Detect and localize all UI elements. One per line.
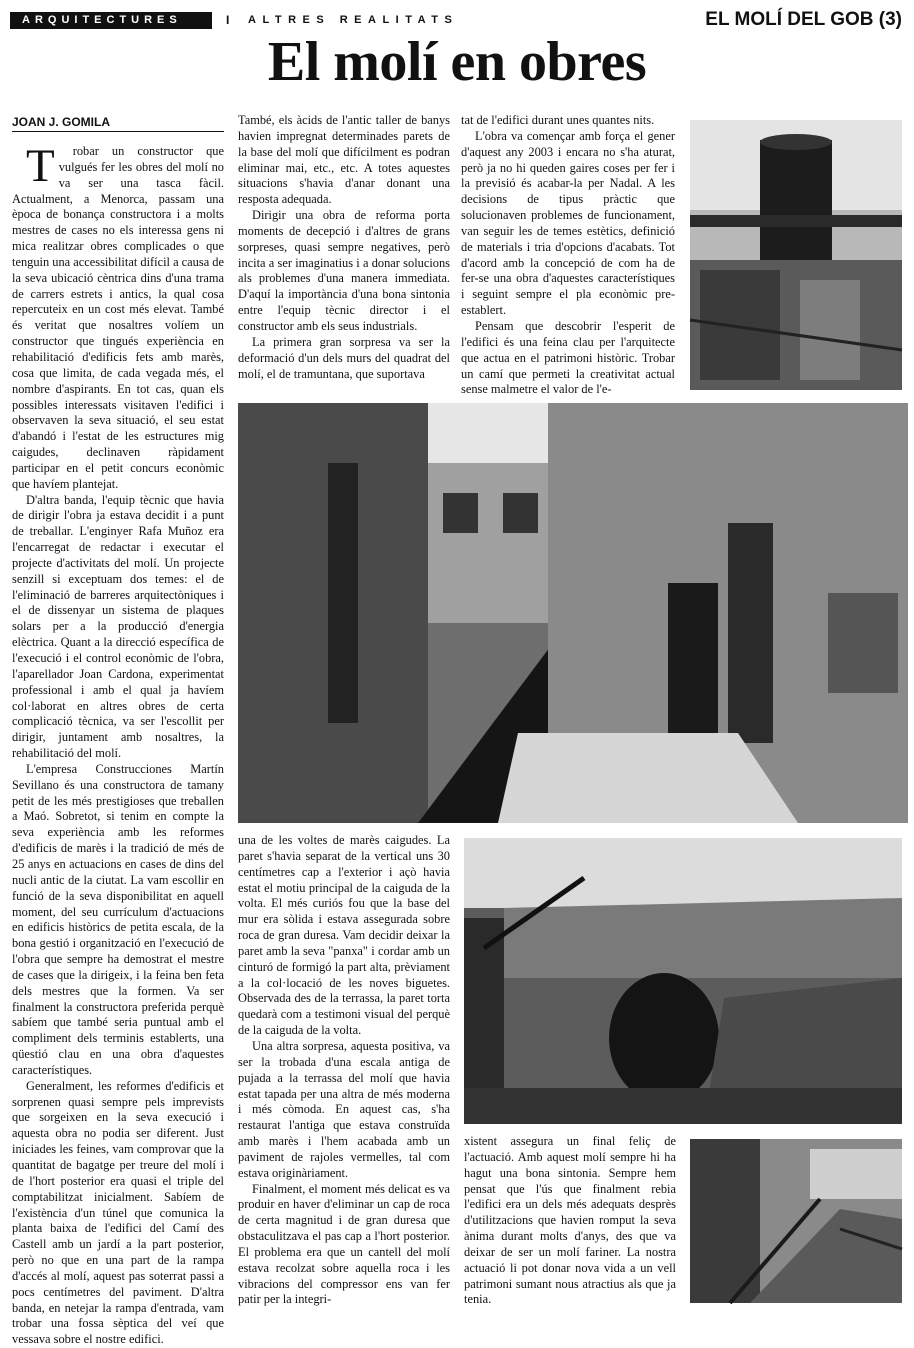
paragraph: Pensam que descobrir l'esperit de l'edifici és una feina clau per l'arquitecte que actua en el patrimoni històric. Trobar un camí que permeti la creativitat actual sense malmetre el valor de l'e- (461, 318, 675, 397)
paragraph: tat de l'edifici durant unes quantes nits. (461, 113, 655, 127)
paragraph: una de les voltes de marès caigudes. La paret s'havia separat de la vertical uns 30 centímetres cap a l'exterior i açò havia estat el motiu principal de la caiguda de la volta. El més curiós fou que la base del mur era sòlida i estava assegurada sobre roca de gran duresa. Vam decidir deixar la paret amb la seva "panxa" i cordar amb un cinturó de formigó la part alta, prèviament a la col·locació de les noves biguetes. Observada des de la terrassa, la paret torta quedarà com a testimoni visual del perquè de la caiguda de la volta. (238, 833, 450, 1038)
paragraph: D'altra banda, l'equip tècnic que havia de dirigir l'obra ja estava decidit i a punt de treballar. L'enginyer Rafa Muñoz era l'encarregat de redactar i executar el projecte d'activitats del molí. Un projecte senzill si exceptuam dos temes: el de l'eliminació de barreres arquitectòniques i el de dissenyar un sistema de plaques solars per a la producció d'energia elèctrica. Quant a la direcció específica de l'execució i el control econòmic de l'obra, l'aparellador Joan Cardona, experimentat professional i amb el qual ja havíem col·laborat en altres obres de certa complicació tècnica, va ser l'escollit per dirigir, juntament amb nosaltres, la rehabilitació del molí. (12, 492, 224, 761)
paragraph: La primera gran sorpresa va ser la deformació d'un dels murs del quadrat del molí, el de tramuntana, que suportava (238, 334, 450, 381)
photo-vault-ruin (464, 838, 902, 1124)
photo-courtyard (238, 403, 902, 823)
subsection-label: ALTRES REALITATS (248, 14, 459, 26)
paragraph: Una altra sorpresa, aquesta positiva, va ser la trobada d'una escala antiga de pujada a la terrassa del molí que havia estat tapada per una altra de més moderna i més còmoda. En aquest cas, s'ha restaurat l'antiga que estava construïda amb marès i l'hem acabada amb un paviment de rajoles vermelles, tal com estava originàriament. (238, 1038, 450, 1180)
series-label: EL MOLÍ DEL GOB (3) (705, 9, 902, 30)
paragraph: També, els àcids de l'antic taller de banys havien impregnat determinades parets de la base del molí que difícilment es podran eliminar mai, etc., etc. A totes aquestes situacions s'havia d'anar donant una resposta adequada. (238, 113, 450, 207)
paragraph: Trobar un constructor que vulgués fer les obres del molí no va ser una tasca fàcil. Actualment, a Menorca, passam una època de bonança constructora i a molts mestres de cases no els interessa gens ni mica realitzar obres complicades o que tenguin una accessibilitat difícil a causa de la seva ubicació cèntrica dins d'una trama de carrers estrets i antics, la qual cosa repercuteix en un cost més elevat. També és veritat que nosaltres volíem un constructor que tingués experiència en rehabilitació d'edificis fets amb marès, cosa que limita, de cada vegada més, el nombre d'aspirants. En tot cas, quan els possibles interessats visitaven l'edifici i observaven la seva situació, el seu estat d'abandó i l'estat de les estructures mig caigudes, declinaven ràpidament participar en el petit concurs econòmic que havíem plantejat. (12, 140, 224, 491)
paragraph: Dirigir una obra de reforma porta moments de decepció i d'altres de grans sorpreses, quasi sempre negatives, però incita a ser imaginatius i a donar solucions als problemes d'una manera immediata. D'aquí la importància d'una bona sintonia entre l'equip tècnic director i el constructor amb els seus industrials. (238, 208, 450, 333)
article-column-3-bottom (464, 1134, 676, 1307)
article-title: El molí en obres (267, 31, 647, 93)
byline-rule (12, 131, 224, 132)
paragraph: xistent assegura un final feliç de l'actuació. Amb aquest molí sempre hi ha hagut una bona sintonia. Sempre hem pensat que l'ús que finalment rebia l'edifici era un dels més adequats desprès d'utilitzacions que havien romput la seva ànima durant molts d'anys, des que va deixar de ser un molí fariner. La nostra actuació li pot donar nova vida a un vell patrimoni sumant nous atractius als que ja tenia. (464, 1134, 676, 1307)
paragraph: L'obra va començar amb força el gener d'aquest any 2003 i encara no s'ha aturat, però ja no hi queden gaires coses per fer i la previsió és acabar-la per Nadal. A les decisions de tipus pràctic que solucionaven problemes de funcionament, van seguir les de temes estètics, definició de materials i tria d'opcions d'acabats. Tot d'acord amb la concepció de com ha de fer-se una obra d'aquestes característiques i seguint sempre el pla econòmic pre-establert. (461, 128, 675, 318)
article-column-1 (12, 140, 224, 1347)
paragraph: Finalment, el moment més delicat es va produir en haver d'eliminar un cap de roca de certa magnitud i de gran duresa que obstaculitzava el pas cap a l'hort posterior. El problema era que un cantell del molí estava recolzat sobre aquella roca i les vibracions del compressor ens van fer patir per la integri- (238, 1181, 450, 1307)
photo-interior (690, 1139, 902, 1303)
photo-mill-tower (690, 120, 902, 390)
paragraph: L'empresa Construcciones Martín Sevillano és una constructora de tamany petit de les més prestigioses que treballen a Maó. Sobretot, si tenim en compte la seva experiència amb les reformes d'edificis de marès i la tradició de més de 25 anys en actuacions en cases de dins del nucli antic de la ciutat. La vam escollir en funció de la seva disponibilitat en aquell moment, del seu currículum d'actuacions en edificis històrics de petita escala, de la bona gestió i organització en l'execució de l'obra que sempre ha demostrat el mestre de cases que la dirigeix, i la feina ben feta dels mestres que la formen. Va ser finalment la constructora preferida perquè sabíem que també seria puntual amb el compliment dels terminis establerts, una qüestió clau en una obra d'aquestes característiques. (12, 761, 224, 1077)
article-column-2-top (238, 113, 450, 397)
paragraph: Generalment, les reformes d'edificis et sorprenen quasi sempre pels imprevists que sorgeixen en la seva execució i aquesta obra no podia ser diferent. Just iniciades les feines, vam comprovar que la quantitat de bagatge per treure del molí i de l'hort posterior era quasi el triple del comptabilitzat inicialment. Sabíem de l'existència d'un túnel que comunica la planta baixa de l'edifici del Camí des Castell amb un jardí a la part posterior, però no que en una part de la rampa d'accés al molí, aquest pas soterrat passi a pocs centímetres del paviment. D'altra banda, en netejar la rampa d'entrada, vam trobar una fossa sèptica del veí que vessava sobre el nostre edifici. (12, 1078, 224, 1347)
section-label: ARQUITECTURES (10, 12, 212, 29)
author-byline: JOAN J. GOMILA (12, 115, 111, 129)
header-separator: I (226, 13, 230, 27)
article-column-2-bottom (238, 833, 450, 1307)
article-column-3-top (461, 113, 675, 397)
